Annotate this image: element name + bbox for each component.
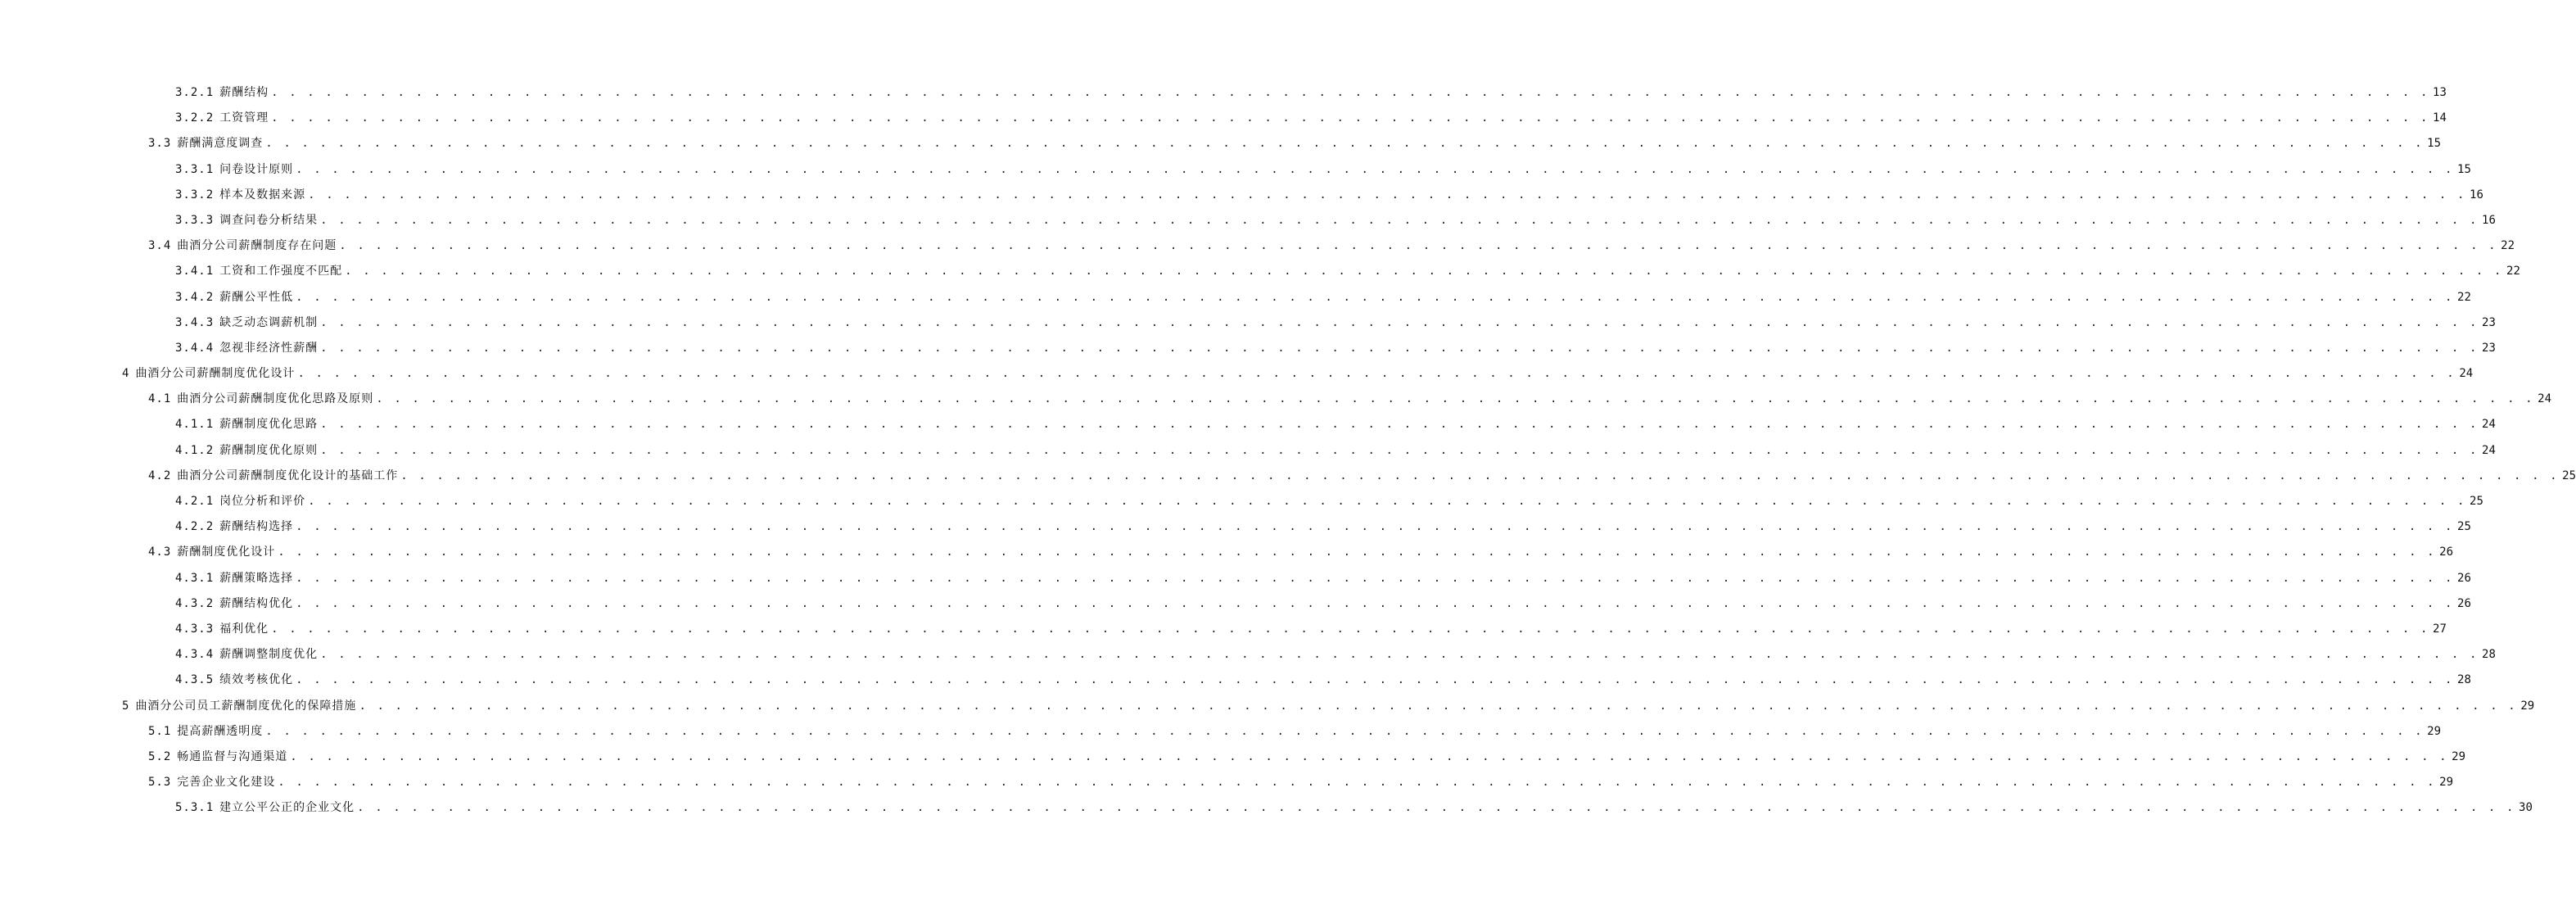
toc-entry-title: 提高薪酬透明度 — [177, 724, 264, 738]
toc-entry-title: 曲酒分公司薪酬制度优化设计的基础工作 — [177, 469, 399, 482]
toc-entry[interactable] — [0, 333, 2496, 359]
toc-entry-page-number: 23 — [2482, 341, 2496, 355]
toc-entry-line — [175, 671, 2471, 687]
toc-entry-page-number: 25 — [2562, 469, 2576, 482]
toc-entry[interactable] — [0, 487, 2483, 512]
toc-entry-number: 4.2 — [148, 469, 172, 482]
toc-entry-line — [148, 237, 2515, 253]
toc-entry-page-number: 16 — [2470, 188, 2483, 201]
toc-entry[interactable] — [0, 308, 2496, 333]
toc-entry-page-number: 15 — [2427, 137, 2442, 151]
toc-entry-number: 3.4.1 — [175, 265, 215, 278]
dot-leader: . . . . . . . . . . . . . . . . . . . . . . . . . . . . . . . . . . . . . . . . . . . . . . . . . . . . . . . . . . . . . . . . . . . . . . . . . . . . . . . . . . . . . . . . . . . . . . . . . . . . . . . . . . . . . . . . . . . . . . . . — [296, 596, 2455, 610]
toc-entry-page-number: 26 — [2457, 596, 2471, 610]
toc-entry-number: 5.3.1 — [175, 801, 215, 815]
dot-leader: . . . . . . . . . . . . . . . . . . . . . . . . . . . . . . . . . . . . . . . . . . . . . . . . . . . . . . . . . . . . . . . . . . . . . . . . . . . . . . . . . . . . . . . . . . . . . . . . . . . . . . . . . . . . . . . . . . . . . . . . — [296, 162, 2455, 176]
toc-entry-page-number: 29 — [2520, 699, 2535, 713]
toc-entry-title: 薪酬调整制度优化 — [219, 648, 319, 662]
toc-entry[interactable] — [0, 564, 2471, 589]
toc-entry-page-number: 24 — [2482, 418, 2496, 432]
dot-leader: . . . . . . . . . . . . . . . . . . . . . . . . . . . . . . . . . . . . . . . . . . . . . . . . . . . . . . . . . . . . . . . . . . . . . . . . . . . . . . . . . . . . . . . . . . . . . . . . . . . . . . . . . . . . . . . . . . . . . . . . — [296, 571, 2455, 585]
toc-entry-title: 薪酬公平性低 — [219, 290, 294, 304]
toc-entry-line — [148, 722, 2442, 739]
toc-entry[interactable] — [0, 537, 2454, 563]
toc-entry[interactable] — [0, 180, 2483, 206]
toc-entry-title: 问卷设计原则 — [219, 162, 294, 176]
toc-entry[interactable] — [0, 589, 2471, 614]
toc-entry-title: 调查问卷分析结果 — [219, 213, 319, 227]
toc-entry-line — [122, 697, 2535, 713]
toc-entry[interactable] — [0, 793, 2533, 818]
dot-leader: . . . . . . . . . . . . . . . . . . . . . . . . . . . . . . . . . . . . . . . . . . . . . . . . . . . . . . . . . . . . . . . . . . . . . . . . . . . . . . . . . . . . . . . . . . . . . . . . . . . . . . . . . . . . . . . . . . . . . . . . — [278, 546, 2437, 559]
toc-entry[interactable] — [0, 206, 2496, 231]
toc-entry-title: 工资和工作强度不匹配 — [219, 265, 343, 278]
toc-entry-line — [175, 339, 2496, 355]
toc-entry-number: 4.3.1 — [175, 571, 215, 585]
toc-entry-page-number: 22 — [2506, 265, 2520, 278]
toc-entry-line — [175, 314, 2496, 330]
dot-leader: . . . . . . . . . . . . . . . . . . . . . . . . . . . . . . . . . . . . . . . . . . . . . . . . . . . . . . . . . . . . . . . . . . . . . . . . . . . . . . . . . . . . . . . . . . . . . . . . . . . . . . . . . . . . . . . . . . . . . . . . — [271, 111, 2430, 125]
toc-entry-title: 曲酒分公司员工薪酬制度优化的保障措施 — [135, 699, 357, 713]
toc-entry[interactable] — [0, 640, 2496, 665]
dot-leader: . . . . . . . . . . . . . . . . . . . . . . . . . . . . . . . . . . . . . . . . . . . . . . . . . . . . . . . . . . . . . . . . . . . . . . . . . . . . . . . . . . . . . . . . . . . . . . . . . . . . . . . . . . . . . . . . . . . . . . . . — [278, 776, 2437, 790]
dot-leader: . . . . . . . . . . . . . . . . . . . . . . . . . . . . . . . . . . . . . . . . . . . . . . . . . . . . . . . . . . . . . . . . . . . . . . . . . . . . . . . . . . . . . . . . . . . . . . . . . . . . . . . . . . . . . . . . . . . . . . . . — [308, 188, 2467, 201]
toc-entry-page-number: 28 — [2482, 648, 2496, 662]
toc-entry-title: 曲酒分公司薪酬制度优化设计 — [135, 367, 296, 381]
toc-entry-title: 薪酬策略选择 — [219, 571, 294, 585]
dot-leader: . . . . . . . . . . . . . . . . . . . . . . . . . . . . . . . . . . . . . . . . . . . . . . . . . . . . . . . . . . . . . . . . . . . . . . . . . . . . . . . . . . . . . . . . . . . . . . . . . . . . . . . . . . . . . . . . . . . . . . . . — [320, 213, 2479, 227]
toc-entry-number: 4.3.3 — [175, 622, 215, 636]
toc-entry-page-number: 14 — [2433, 111, 2447, 125]
toc-entry-number: 3.2.1 — [175, 86, 215, 99]
toc-entry-title: 畅通监督与沟通渠道 — [177, 749, 288, 763]
dot-leader: . . . . . . . . . . . . . . . . . . . . . . . . . . . . . . . . . . . . . . . . . . . . . . . . . . . . . . . . . . . . . . . . . . . . . . . . . . . . . . . . . . . . . . . . . . . . . . . . . . . . . . . . . . . . . . . . . . . . . . . . — [308, 495, 2467, 508]
toc-entry-number: 3.3.1 — [175, 162, 215, 176]
dot-leader: . . . . . . . . . . . . . . . . . . . . . . . . . . . . . . . . . . . . . . . . . . . . . . . . . . . . . . . . . . . . . . . . . . . . . . . . . . . . . . . . . . . . . . . . . . . . . . . . . . . . . . . . . . . . . . . . . . . . . . . . — [359, 699, 2518, 713]
toc-entry-page-number: 26 — [2457, 571, 2471, 585]
toc-entry-line — [175, 211, 2496, 228]
toc-entry-number: 3.4.3 — [175, 315, 215, 329]
toc-entry[interactable] — [0, 691, 2535, 717]
toc-entry[interactable] — [0, 359, 2474, 384]
dot-leader: . . . . . . . . . . . . . . . . . . . . . . . . . . . . . . . . . . . . . . . . . . . . . . . . . . . . . . . . . . . . . . . . . . . . . . . . . . . . . . . . . . . . . . . . . . . . . . . . . . . . . . . . . . . . . . . . . . . . . . . . — [297, 367, 2456, 381]
toc-entry-number: 3.4.2 — [175, 290, 215, 304]
toc-entry-number: 5.1 — [148, 724, 172, 738]
dot-leader: . . . . . . . . . . . . . . . . . . . . . . . . . . . . . . . . . . . . . . . . . . . . . . . . . . . . . . . . . . . . . . . . . . . . . . . . . . . . . . . . . . . . . . . . . . . . . . . . . . . . . . . . . . . . . . . . . . . . . . . . — [339, 239, 2498, 253]
dot-leader: . . . . . . . . . . . . . . . . . . . . . . . . . . . . . . . . . . . . . . . . . . . . . . . . . . . . . . . . . . . . . . . . . . . . . . . . . . . . . . . . . . . . . . . . . . . . . . . . . . . . . . . . . . . . . . . . . . . . . . . . — [357, 801, 2516, 815]
toc-entry[interactable] — [0, 461, 2576, 487]
toc-entry-line — [148, 134, 2442, 151]
toc-entry-title: 薪酬结构优化 — [219, 596, 294, 610]
toc-entry-page-number: 13 — [2433, 86, 2447, 99]
toc-entry-number: 5.2 — [148, 749, 172, 763]
toc-entry[interactable] — [0, 742, 2466, 767]
toc-entry-line — [175, 620, 2447, 636]
dot-leader: . . . . . . . . . . . . . . . . . . . . . . . . . . . . . . . . . . . . . . . . . . . . . . . . . . . . . . . . . . . . . . . . . . . . . . . . . . . . . . . . . . . . . . . . . . . . . . . . . . . . . . . . . . . . . . . . . . . . . . . . — [320, 648, 2479, 662]
toc-entry[interactable] — [0, 231, 2515, 256]
dot-leader: . . . . . . . . . . . . . . . . . . . . . . . . . . . . . . . . . . . . . . . . . . . . . . . . . . . . . . . . . . . . . . . . . . . . . . . . . . . . . . . . . . . . . . . . . . . . . . . . . . . . . . . . . . . . . . . . . . . . . . . . — [271, 86, 2430, 99]
toc-entry-title: 缺乏动态调薪机制 — [219, 315, 319, 329]
toc-entry-line — [148, 748, 2466, 764]
toc-entry[interactable] — [0, 129, 2442, 154]
toc-entry-page-number: 22 — [2501, 239, 2515, 253]
toc-entry-page-number: 24 — [2459, 367, 2474, 381]
toc-entry-line — [175, 441, 2496, 458]
toc-entry-page-number: 28 — [2457, 673, 2471, 687]
toc-entry-line — [148, 390, 2552, 406]
toc-entry-line — [175, 518, 2471, 534]
toc-entry-line — [148, 773, 2454, 790]
toc-entry-line — [175, 595, 2471, 611]
toc-entry-number: 5 — [122, 699, 130, 713]
toc-entry-line — [148, 467, 2576, 483]
toc-entry-number: 4.2.1 — [175, 495, 215, 508]
toc-entry-title: 绩效考核优化 — [219, 673, 294, 687]
toc-entry[interactable] — [0, 384, 2552, 410]
toc-entry-title: 薪酬满意度调查 — [177, 137, 264, 151]
toc-entry-page-number: 25 — [2457, 520, 2471, 534]
dot-leader: . . . . . . . . . . . . . . . . . . . . . . . . . . . . . . . . . . . . . . . . . . . . . . . . . . . . . . . . . . . . . . . . . . . . . . . . . . . . . . . . . . . . . . . . . . . . . . . . . . . . . . . . . . . . . . . . . . . . . . . . — [265, 724, 2425, 738]
toc-entry-title: 薪酬制度优化思路 — [219, 418, 319, 432]
toc-entry[interactable] — [0, 410, 2496, 435]
toc-entry-number: 3.2.2 — [175, 111, 215, 125]
toc-entry[interactable] — [0, 283, 2471, 308]
toc-entry[interactable] — [0, 436, 2496, 461]
toc-entry-page-number: 29 — [2452, 749, 2466, 763]
toc-entry-number: 3.4.4 — [175, 341, 215, 355]
dot-leader: . . . . . . . . . . . . . . . . . . . . . . . . . . . . . . . . . . . . . . . . . . . . . . . . . . . . . . . . . . . . . . . . . . . . . . . . . . . . . . . . . . . . . . . . . . . . . . . . . . . . . . . . . . . . . . . . . . . . . . . . — [320, 418, 2479, 432]
toc-entry-line — [175, 569, 2471, 586]
dot-leader: . . . . . . . . . . . . . . . . . . . . . . . . . . . . . . . . . . . . . . . . . . . . . . . . . . . . . . . . . . . . . . . . . . . . . . . . . . . . . . . . . . . . . . . . . . . . . . . . . . . . . . . . . . . . . . . . . . . . . . . . — [320, 443, 2479, 457]
toc-entry-line — [175, 415, 2496, 432]
toc-entry-title: 薪酬结构 — [219, 86, 269, 99]
dot-leader: . . . . . . . . . . . . . . . . . . . . . . . . . . . . . . . . . . . . . . . . . . . . . . . . . . . . . . . . . . . . . . . . . . . . . . . . . . . . . . . . . . . . . . . . . . . . . . . . . . . . . . . . . . . . . . . . . . . . . . . . — [271, 622, 2430, 636]
toc-entry[interactable] — [0, 256, 2520, 282]
toc-entry-line — [175, 645, 2496, 662]
dot-leader: . . . . . . . . . . . . . . . . . . . . . . . . . . . . . . . . . . . . . . . . . . . . . . . . . . . . . . . . . . . . . . . . . . . . . . . . . . . . . . . . . . . . . . . . . . . . . . . . . . . . . . . . . . . . . . . . . . . . . . . . — [296, 673, 2455, 687]
toc-entry-title: 薪酬制度优化设计 — [177, 546, 276, 559]
toc-entry-number: 4.3.4 — [175, 648, 215, 662]
toc-entry[interactable] — [0, 512, 2471, 537]
toc-entry-line — [148, 543, 2454, 559]
toc-entry-page-number: 23 — [2482, 315, 2496, 329]
toc-entry-number: 4.1.2 — [175, 443, 215, 457]
toc-entry[interactable] — [0, 717, 2442, 742]
toc-entry-title: 完善企业文化建设 — [177, 776, 276, 790]
dot-leader: . . . . . . . . . . . . . . . . . . . . . . . . . . . . . . . . . . . . . . . . . . . . . . . . . . . . . . . . . . . . . . . . . . . . . . . . . . . . . . . . . . . . . . . . . . . . . . . . . . . . . . . . . . . . . . . . . . . . . . . . — [400, 469, 2560, 482]
dot-leader: . . . . . . . . . . . . . . . . . . . . . . . . . . . . . . . . . . . . . . . . . . . . . . . . . . . . . . . . . . . . . . . . . . . . . . . . . . . . . . . . . . . . . . . . . . . . . . . . . . . . . . . . . . . . . . . . . . . . . . . . — [320, 315, 2479, 329]
toc-entry-title: 工资管理 — [219, 111, 269, 125]
toc-entry-line — [175, 262, 2520, 278]
toc-entry-line — [175, 186, 2483, 202]
dot-leader: . . . . . . . . . . . . . . . . . . . . . . . . . . . . . . . . . . . . . . . . . . . . . . . . . . . . . . . . . . . . . . . . . . . . . . . . . . . . . . . . . . . . . . . . . . . . . . . . . . . . . . . . . . . . . . . . . . . . . . . . — [296, 290, 2455, 304]
toc-entry-line — [175, 492, 2483, 509]
toc-entry-number: 4.3.2 — [175, 596, 215, 610]
toc-entry-number: 4.3.5 — [175, 673, 215, 687]
toc-entry-number: 3.3 — [148, 137, 172, 151]
toc-entry-number: 4 — [122, 367, 130, 381]
toc-entry-title: 福利优化 — [219, 622, 269, 636]
toc-entry-page-number: 22 — [2457, 290, 2471, 304]
dot-leader: . . . . . . . . . . . . . . . . . . . . . . . . . . . . . . . . . . . . . . . . . . . . . . . . . . . . . . . . . . . . . . . . . . . . . . . . . . . . . . . . . . . . . . . . . . . . . . . . . . . . . . . . . . . . . . . . . . . . . . . . — [290, 749, 2449, 763]
toc-entry-page-number: 27 — [2433, 622, 2447, 636]
toc-entry-page-number: 24 — [2482, 443, 2496, 457]
toc-entry-number: 4.2.2 — [175, 520, 215, 534]
toc-entry-line — [175, 799, 2533, 815]
toc-entry-title: 岗位分析和评价 — [219, 495, 306, 508]
toc-entry-title: 薪酬制度优化原则 — [219, 443, 319, 457]
toc-entry-number: 3.4 — [148, 239, 172, 253]
toc-entry-title: 曲酒分公司薪酬制度存在问题 — [177, 239, 337, 253]
toc-entry-page-number: 30 — [2519, 801, 2533, 815]
toc-entry-number: 3.3.2 — [175, 188, 215, 201]
toc-entry[interactable] — [0, 665, 2471, 690]
toc-entry-number: 5.3 — [148, 776, 172, 790]
toc-entry-line — [175, 84, 2447, 100]
dot-leader: . . . . . . . . . . . . . . . . . . . . . . . . . . . . . . . . . . . . . . . . . . . . . . . . . . . . . . . . . . . . . . . . . . . . . . . . . . . . . . . . . . . . . . . . . . . . . . . . . . . . . . . . . . . . . . . . . . . . . . . . — [320, 341, 2479, 355]
dot-leader: . . . . . . . . . . . . . . . . . . . . . . . . . . . . . . . . . . . . . . . . . . . . . . . . . . . . . . . . . . . . . . . . . . . . . . . . . . . . . . . . . . . . . . . . . . . . . . . . . . . . . . . . . . . . . . . . . . . . . . . . — [296, 520, 2455, 534]
toc-entry[interactable] — [0, 103, 2447, 129]
toc-entry-number: 4.3 — [148, 546, 172, 559]
toc-entry-number: 3.3.3 — [175, 213, 215, 227]
toc-entry-title: 忽视非经济性薪酬 — [219, 341, 319, 355]
toc-entry-number: 4.1 — [148, 392, 172, 406]
table-of-contents — [0, 78, 2576, 818]
toc-entry[interactable] — [0, 155, 2471, 180]
toc-entry-number: 4.1.1 — [175, 418, 215, 432]
toc-entry-title: 样本及数据来源 — [219, 188, 306, 201]
toc-entry-page-number: 16 — [2482, 213, 2496, 227]
toc-entry-line — [175, 161, 2471, 177]
toc-entry-title: 薪酬结构选择 — [219, 520, 294, 534]
toc-entry-line — [175, 288, 2471, 305]
toc-entry-page-number: 29 — [2427, 724, 2442, 738]
toc-entry-page-number: 25 — [2470, 495, 2483, 508]
dot-leader: . . . . . . . . . . . . . . . . . . . . . . . . . . . . . . . . . . . . . . . . . . . . . . . . . . . . . . . . . . . . . . . . . . . . . . . . . . . . . . . . . . . . . . . . . . . . . . . . . . . . . . . . . . . . . . . . . . . . . . . . — [265, 137, 2425, 151]
toc-entry-page-number: 15 — [2457, 162, 2471, 176]
toc-entry[interactable] — [0, 78, 2447, 103]
toc-entry-line — [122, 364, 2474, 381]
toc-entry-title: 建立公平公正的企业文化 — [219, 801, 355, 815]
toc-entry[interactable] — [0, 767, 2454, 793]
dot-leader: . . . . . . . . . . . . . . . . . . . . . . . . . . . . . . . . . . . . . . . . . . . . . . . . . . . . . . . . . . . . . . . . . . . . . . . . . . . . . . . . . . . . . . . . . . . . . . . . . . . . . . . . . . . . . . . . . . . . . . . . — [345, 265, 2504, 278]
dot-leader: . . . . . . . . . . . . . . . . . . . . . . . . . . . . . . . . . . . . . . . . . . . . . . . . . . . . . . . . . . . . . . . . . . . . . . . . . . . . . . . . . . . . . . . . . . . . . . . . . . . . . . . . . . . . . . . . . . . . . . . . — [376, 392, 2535, 406]
toc-entry-page-number: 29 — [2439, 776, 2454, 790]
toc-entry-title: 曲酒分公司薪酬制度优化思路及原则 — [177, 392, 374, 406]
toc-entry-page-number: 24 — [2538, 392, 2552, 406]
toc-entry[interactable] — [0, 614, 2447, 640]
toc-entry-page-number: 26 — [2439, 546, 2454, 559]
toc-entry-line — [175, 109, 2447, 125]
